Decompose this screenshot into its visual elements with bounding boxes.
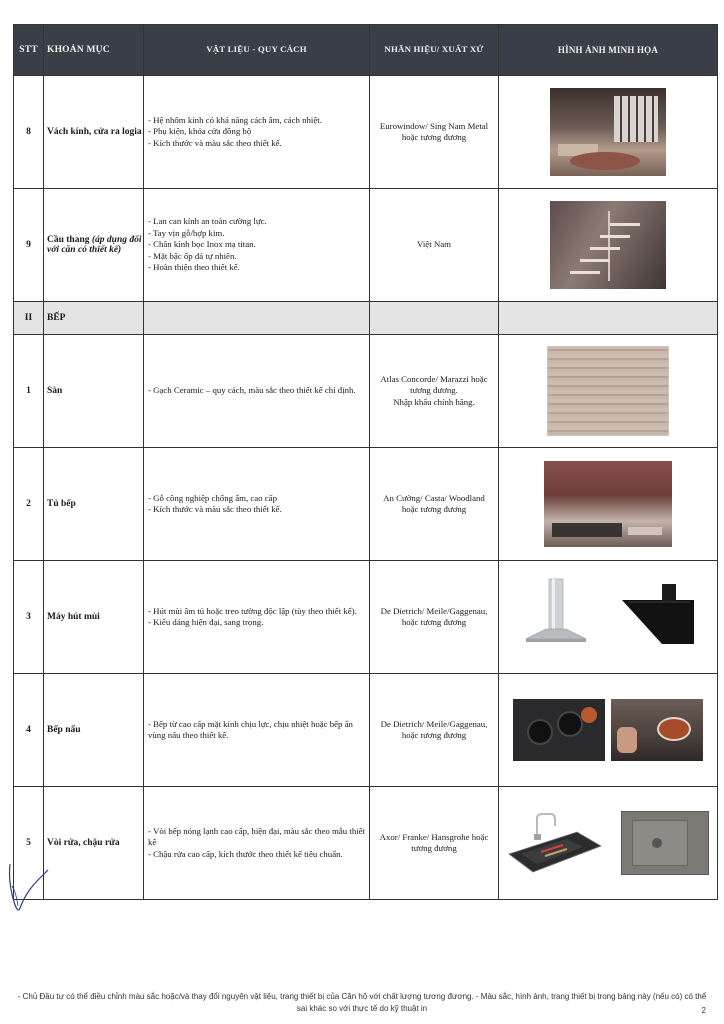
row-stt: 8 xyxy=(14,76,44,189)
chimney-hood-photo xyxy=(518,577,594,657)
row-spec xyxy=(144,76,370,189)
table-row xyxy=(14,189,718,302)
row-spec xyxy=(144,674,370,787)
table-row xyxy=(14,674,718,787)
header-image: HÌNH ẢNH MINH HỌA xyxy=(499,25,718,76)
row-brand xyxy=(370,189,499,302)
brand-line: tương đương. xyxy=(410,385,458,396)
brand-line: hoặc tương đương xyxy=(401,730,467,740)
brand-line: De Dietrich/ Meile/Gaggenau, xyxy=(380,605,488,616)
undermount-sink-photo xyxy=(621,811,709,875)
cooking-scene-photo xyxy=(611,699,703,761)
row-item: Máy hút mùi xyxy=(44,561,144,674)
header-item: KHOẢN MỤC xyxy=(44,25,144,76)
row-item: Sàn xyxy=(44,335,144,448)
row-brand xyxy=(370,787,499,900)
induction-cooktop-photo xyxy=(513,699,605,761)
row-brand xyxy=(370,561,499,674)
header-spec: VẬT LIỆU - QUY CÁCH xyxy=(144,25,370,76)
brand-line: De Dietrich/ Meile/Gaggenau, xyxy=(380,718,488,729)
table-row xyxy=(14,76,718,189)
header-stt: STT xyxy=(14,25,44,76)
row-spec xyxy=(144,787,370,900)
brand-line: Atlas Concorde/ Marazzi hoặc xyxy=(380,373,488,384)
brand-line: Nhập khẩu chính hãng. xyxy=(393,396,475,407)
header-brand: NHÃN HIỆU/ XUẤT XỨ xyxy=(370,25,499,76)
row-item: Vòi rửa, chậu rửa xyxy=(44,787,144,900)
kitchen-cabinet-photo xyxy=(544,461,672,547)
spec-line: - Bếp từ cao cấp mặt kính chịu lực, chịu nhiệt hoặc bếp ẩn vùng nấu theo thiết kế. xyxy=(148,718,353,740)
brand-line: tương đương xyxy=(411,843,457,853)
spec-line: - Gỗ công nghiệp chống ẩm, cao cấp xyxy=(148,492,277,503)
row-stt: 2 xyxy=(14,448,44,561)
spec-line: - Lan can kính an toàn cường lực. xyxy=(148,216,267,227)
brand-line: hoặc tương đương xyxy=(401,617,467,627)
table-header-row xyxy=(14,25,718,76)
spec-line: - Chậu rửa cao cấp, kích thước theo thiết kế tiêu chuẩn. xyxy=(148,848,343,859)
brand-line: Việt Nam xyxy=(417,239,451,250)
spec-line: - Hoàn thiện theo thiết kế. xyxy=(148,262,240,273)
ceramic-tile-photo xyxy=(547,346,669,436)
row-spec xyxy=(144,335,370,448)
spec-line: - Kiểu dáng hiện đại, sang trọng. xyxy=(148,617,264,627)
page-number: 2 xyxy=(701,1006,706,1015)
angled-hood-photo xyxy=(618,582,698,652)
row-image-cell xyxy=(499,76,718,189)
spec-line: - Chân kính bọc Inox mạ titan. xyxy=(148,239,256,250)
table-row xyxy=(14,448,718,561)
row-image-cell xyxy=(499,189,718,302)
staircase-photo xyxy=(550,201,666,289)
row-item xyxy=(44,189,144,302)
spec-line: - Mặt bậc ốp đá tự nhiên. xyxy=(148,250,237,261)
spec-line: - Gạch Ceramic – quy cách, màu sắc theo thiết kế chỉ định. xyxy=(148,385,356,396)
section-number: II xyxy=(14,302,44,335)
row-image-cell xyxy=(499,448,718,561)
row-image-cell xyxy=(499,335,718,448)
row-brand xyxy=(370,335,499,448)
spec-line: - Kích thước và màu sắc theo thiết kế. xyxy=(148,504,282,514)
row-stt: 5 xyxy=(14,787,44,900)
brand-line: Axor/ Franke/ Hansgrohe hoặc xyxy=(379,831,489,842)
materials-table xyxy=(13,24,718,900)
table-row xyxy=(14,335,718,448)
row-stt: 4 xyxy=(14,674,44,787)
brand-line: hoặc tương đương xyxy=(401,504,467,514)
spec-line: - Kích thước và màu sắc theo thiết kế. xyxy=(148,137,282,148)
spec-line: - Hệ nhôm kính có khả năng cách âm, cách nhiệt. xyxy=(148,114,322,125)
spec-sheet xyxy=(13,24,703,900)
row-brand xyxy=(370,448,499,561)
living-room-photo xyxy=(550,88,666,176)
spec-line: - Vòi bếp nóng lạnh cao cấp, hiện đại, màu sắc theo mẫu thiết kế xyxy=(148,825,366,848)
row-brand xyxy=(370,76,499,189)
row-stt: 1 xyxy=(14,335,44,448)
row-stt: 9 xyxy=(14,189,44,302)
table-row xyxy=(14,561,718,674)
row-image-cell xyxy=(499,674,718,787)
row-item: Tủ bếp xyxy=(44,448,144,561)
brand-line: hoặc tương đương xyxy=(401,132,467,142)
row-image-cell xyxy=(499,787,718,900)
row-stt: 3 xyxy=(14,561,44,674)
spec-line: - Phụ kiện, khóa cửa đồng bộ xyxy=(148,126,252,137)
kitchen-sink-faucet-photo xyxy=(507,812,603,874)
spec-line: - Tay vịn gỗ/hợp kim. xyxy=(148,227,225,238)
row-spec xyxy=(144,189,370,302)
row-item: Bếp nấu xyxy=(44,674,144,787)
item-note: (áp dụng đối với căn có thiết kế) xyxy=(47,235,142,255)
row-spec xyxy=(144,448,370,561)
signature-mark xyxy=(4,862,64,922)
table-row xyxy=(14,787,718,900)
item-name: Cầu thang xyxy=(47,235,90,245)
brand-line: Eurowindow/ Sing Nam Metal xyxy=(379,120,489,131)
section-title: BẾP xyxy=(44,302,144,335)
row-brand xyxy=(370,674,499,787)
section-row xyxy=(14,302,718,335)
brand-line: An Cường/ Casta/ Woodland xyxy=(383,492,485,503)
footer-note: - Chủ Đầu tư có thể điều chỉnh màu sắc hoặc/và thay đổi nguyên vật liệu, trang thiết bị của Căn hộ với chất lượng tương đương. - Màu sắc, hình ảnh, trang thiết bị trong bảng này (nếu có) có thể sai khác so với thực tế do kỹ thuật in xyxy=(17,992,707,1013)
row-image-cell xyxy=(499,561,718,674)
spec-line: - Hút mùi âm tủ hoặc treo tường độc lập (tùy theo thiết kế). xyxy=(148,605,357,616)
row-spec xyxy=(144,561,370,674)
row-item: Vách kính, cửa ra logia xyxy=(44,76,144,189)
